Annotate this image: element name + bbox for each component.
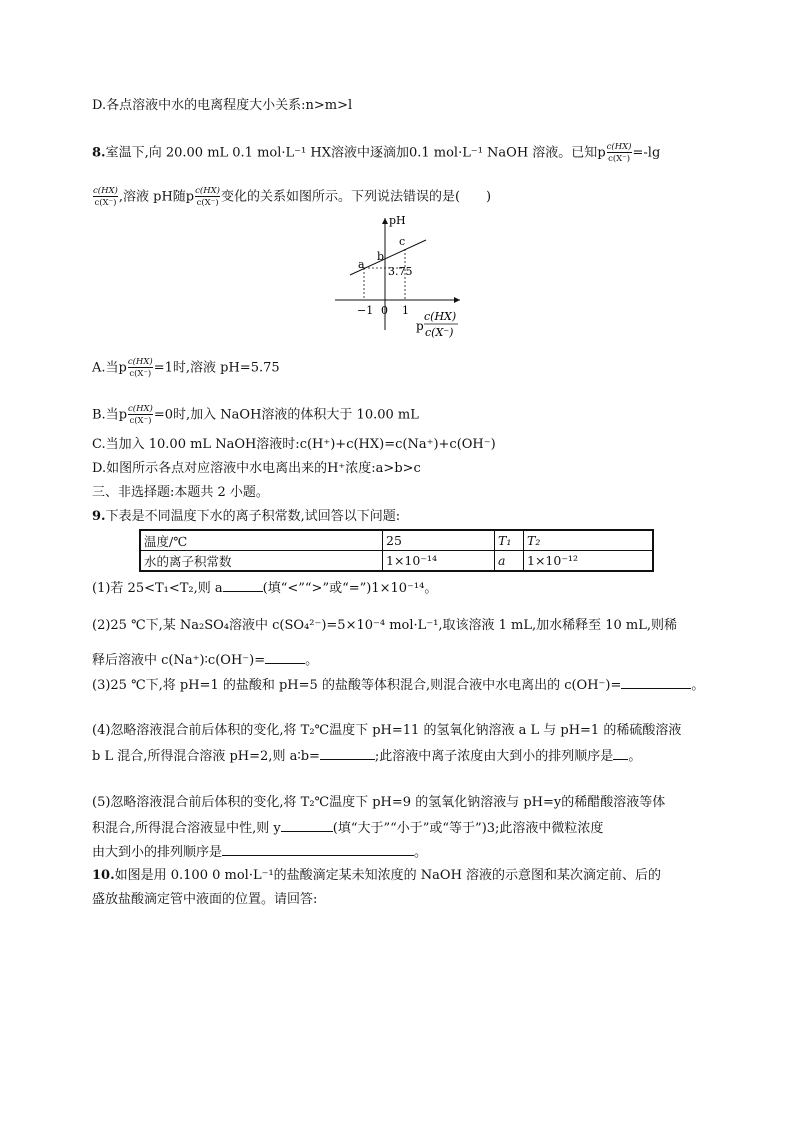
table-row	[140, 530, 653, 551]
q9-p1-text: (1)若 25<T₁<T₂,则 a	[92, 581, 223, 596]
table-cell: 1×10⁻¹²	[524, 551, 654, 572]
q8-stem-part1: 室温下,向 20.00 mL 0.1 mol·L⁻¹ HX溶液中逐滴加0.1 mol·L⁻¹ NaOH 溶液。已知	[105, 145, 598, 161]
fraction-denominator: c(X⁻)	[94, 198, 117, 208]
q9-p3-text: (3)25 ℃下,将 pH=1 的盐酸和 pH=5 的盐酸等体积混合,则混合液中水电离出的 c(OH⁻)=	[92, 678, 622, 693]
answer-blank[interactable]	[621, 676, 691, 689]
answer-blank[interactable]	[320, 747, 375, 760]
table-cell: a	[495, 551, 524, 572]
option-a-prefix: A.当	[92, 360, 119, 376]
q8-stem-part2: ,溶液 pH随	[118, 189, 186, 205]
ph-graph	[330, 210, 470, 345]
q9-p4-tail: 。	[628, 749, 642, 764]
q8-option-c: C.当加入 10.00 mL NaOH溶液时:c(H⁺)+c(HX)=c(Na⁺)+c(OH⁻)	[92, 437, 496, 452]
q9-p1-tail: (填“<”“>”或“=”)1×10⁻¹⁴。	[262, 581, 438, 596]
fraction-numerator: c(HX)	[93, 186, 118, 196]
x-label-p: p	[416, 319, 424, 333]
x-tick-0: 0	[381, 304, 388, 317]
fraction-numerator: c(HX)	[195, 186, 220, 196]
table-cell: 温度/℃	[140, 530, 383, 551]
x-tick-1: 1	[402, 304, 409, 317]
q9-part2-line2	[92, 651, 318, 670]
fraction-hx-x	[607, 142, 632, 164]
q8-option-a	[92, 357, 280, 379]
q9-p2-text: 释后溶液中 c(Na⁺)∶c(OH⁻)=	[92, 653, 266, 668]
fraction-hx-x	[195, 186, 220, 208]
p-prefix: p	[185, 189, 195, 205]
q9-p4-text: b L 混合,所得混合溶液 pH=2,则 a∶b=	[92, 749, 320, 764]
q10-text: 如图是用 0.100 0 mol·L⁻¹的盐酸滴定某未知浓度的 NaOH 溶液的示意图和某次滴定前、后的	[114, 868, 662, 883]
table-cell: 水的离子积常数	[140, 551, 383, 572]
q9-stem-text: 下表是不同温度下水的离子积常数,试回答以下问题:	[105, 509, 401, 524]
table-cell: T₂	[524, 530, 654, 551]
fraction-hx-x	[93, 186, 118, 208]
ion-product-table	[139, 529, 654, 572]
q9-part3	[92, 676, 704, 695]
p-prefix: p	[118, 407, 128, 423]
q9-p5-text: 积混合,所得混合溶液显中性,则 y	[92, 821, 281, 836]
option-a-text: =1时,溶液 pH=5.75	[153, 360, 280, 376]
option-b-prefix: B.当	[92, 407, 119, 423]
table-row	[140, 551, 653, 572]
answer-blank[interactable]	[222, 843, 414, 856]
table-cell: 25	[383, 530, 495, 551]
answer-blank[interactable]	[265, 651, 305, 664]
fraction-denominator: c(X⁻)	[129, 416, 152, 426]
q9-p4-mid: ;此溶液中离子浓度由大到小的排列顺序是	[374, 749, 614, 764]
section3-title: 三、非选择题:本题共 2 小题。	[92, 485, 269, 500]
q9-number: 9.	[92, 509, 106, 524]
x-label-denominator: c(X⁻)	[425, 326, 454, 339]
q10-number: 10.	[92, 868, 115, 883]
table-cell: T₁	[495, 530, 524, 551]
point-a-label: a	[358, 258, 365, 271]
fraction-hx-x	[128, 357, 153, 379]
y-axis-label: pH	[389, 214, 406, 227]
q7-option-d: D.各点溶液中水的电离程度大小关系:n>m>l	[92, 98, 353, 113]
x-label-numerator: c(HX)	[424, 310, 457, 323]
fraction-denominator: c(X⁻)	[608, 154, 631, 164]
q9-part4-line1: (4)忽略溶液混合前后体积的变化,将 T₂℃温度下 pH=11 的氢氧化钠溶液 a L 与 pH=1 的稀硫酸溶液	[92, 723, 682, 738]
q9-part5-line3	[92, 843, 427, 862]
y-value-label: 3.75	[388, 265, 413, 278]
q9-stem	[92, 508, 400, 526]
fraction-hx-x	[128, 404, 153, 426]
answer-blank[interactable]	[223, 579, 263, 592]
q8-stem-line1	[92, 142, 660, 164]
q9-part1	[92, 579, 437, 598]
q8-option-d: D.如图所示各点对应溶液中水电离出来的H⁺浓度:a>b>c	[92, 461, 421, 476]
p-prefix: p	[597, 145, 606, 161]
q9-part5-line1: (5)忽略溶液混合前后体积的变化,将 T₂℃温度下 pH=9 的氢氧化钠溶液与 pH=y的稀醋酸溶液等体	[92, 795, 666, 810]
q8-eq-tail: =-lg	[632, 145, 661, 161]
q9-p5-mid: (填“大于”“小于”或“等于”)3;此溶液中微粒浓度	[332, 821, 604, 836]
fraction-denominator: c(X⁻)	[196, 198, 219, 208]
q9-part2-line1: (2)25 ℃下,某 Na₂SO₄溶液中 c(SO₄²⁻)=5×10⁻⁴ mol·L⁻¹,取该溶液 1 mL,加水稀释至 10 mL,则稀	[92, 618, 678, 633]
q9-p3-tail: 。	[691, 678, 705, 693]
q8-option-b	[92, 404, 419, 426]
answer-blank[interactable]	[613, 747, 628, 760]
q10-line1	[92, 867, 661, 885]
point-c-label: c	[399, 235, 406, 248]
p-prefix: p	[118, 360, 127, 376]
q9-p2-tail: 。	[305, 653, 319, 668]
q9-part4-line2	[92, 747, 641, 766]
option-b-text: =0时,加入 NaOH溶液的体积大于 10.00 mL	[153, 407, 419, 423]
q8-number: 8.	[92, 145, 106, 161]
q8-stem-line2	[92, 186, 491, 208]
table-cell: 1×10⁻¹⁴	[383, 551, 495, 572]
answer-blank[interactable]	[281, 819, 333, 832]
q9-p5-tail: 。	[414, 845, 428, 860]
fraction-numerator: c(HX)	[128, 404, 153, 414]
q9-p5-text2: 由大到小的排列顺序是	[92, 845, 223, 860]
fraction-numerator: c(HX)	[127, 357, 153, 367]
point-b-label: b	[377, 250, 385, 263]
q9-part5-line2	[92, 819, 603, 838]
x-tick-m1: −1	[357, 304, 374, 317]
q8-stem-part3: 变化的关系如图所示。下列说法错误的是( )	[220, 189, 492, 205]
fraction-numerator: c(HX)	[606, 142, 632, 152]
fraction-denominator: c(X⁻)	[129, 369, 152, 379]
q10-line2: 盛放盐酸滴定管中液面的位置。请回答:	[92, 892, 318, 907]
